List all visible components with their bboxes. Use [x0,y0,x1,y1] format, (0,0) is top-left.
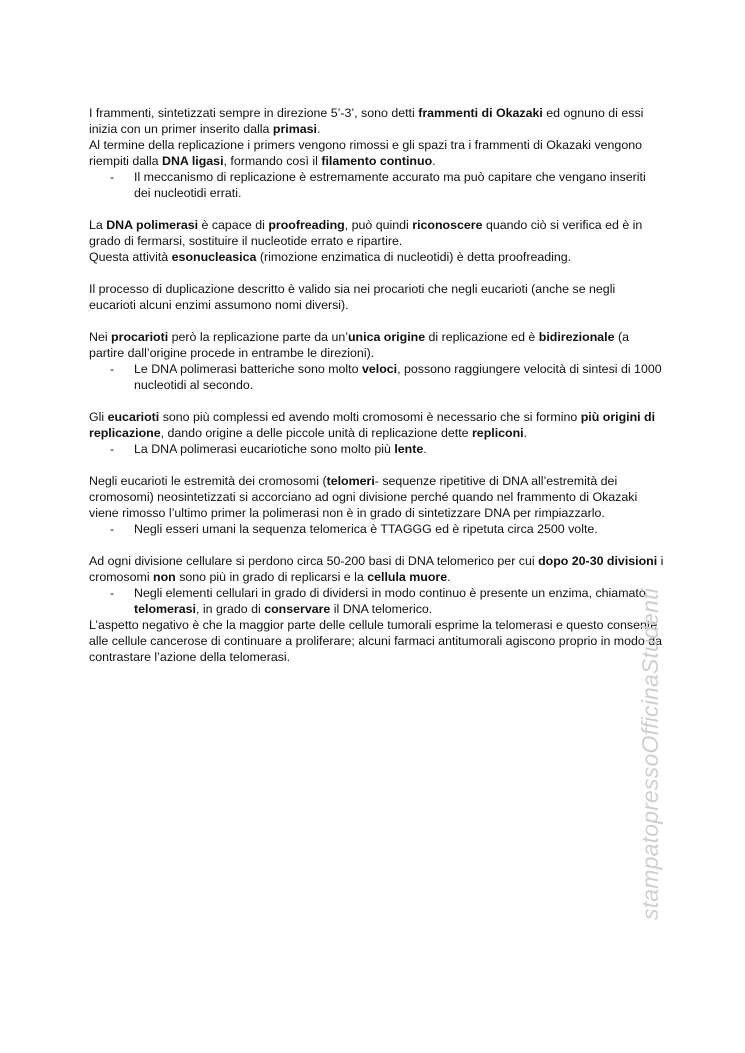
text-span: La DNA polimerasi eucariotiche sono molto più [134,442,395,456]
paragraph-divisioni [89,553,664,585]
paragraph-spacer [89,457,664,473]
text-span: . [447,570,451,584]
bold-term: non [153,570,176,584]
text-span: sono più in grado di replicarsi e la [175,570,368,584]
bullet-item-telomerasi [89,585,664,617]
bold-term: DNA ligasi [162,154,224,168]
text-span: . [523,426,528,440]
document-body [89,105,664,665]
bold-term: conservare [264,602,331,616]
text-span: Gli [89,410,108,424]
bold-term: riconoscere [412,218,483,232]
paragraph-duplicazione [89,281,664,313]
text-span: Ad ogni divisione cellulare si perdono circa 50-200 basi di DNA telomerico per cui [89,554,539,568]
bullet-dash: - [110,442,115,456]
bold-term: più origini di replicazione [89,410,656,440]
bold-term: cellula muore [367,570,448,584]
paragraph-okazaki [89,105,664,137]
text-span: , può quindi [344,218,413,232]
bold-term: dopo 20-30 divisioni [538,554,658,568]
bold-term: unica origine [347,330,426,344]
bullet-item-accuracy [89,169,664,201]
bullet-dash: - [110,170,115,184]
text-span: ed ognuno di essi inizia con un primer inserito dalla [89,106,644,136]
text-span: L’aspetto negativo è che la maggior parte delle cellule tumorali esprime la telomerasi e questo consente alle cellule cancerose di continuare a proliferare; alcuni farmaci antitumorali agiscono proprio in modo da contrastare l’azione della telomerasi. [89,618,663,664]
bold-term: filamento continuo [321,154,433,168]
bullet-dash: - [110,586,115,600]
text-span: Negli eucarioti le estremità dei cromosomi ( [89,474,327,488]
bold-term: esonucleasica [171,250,257,264]
text-span: - sequenze ripetitive di DNA all’estremità dei cromosomi) neosintetizzati si accorciano ad ogni divisione perché quando nel frammento di Okazaki viene rimosso l’ultimo primer la polimerasi non è in grado di sintetizzare DNA per rimpiazzarlo. [89,474,638,520]
text-span: Il processo di duplicazione descritto è valido sia nei procarioti che negli eucarioti (anche se negli eucarioti alcuni enzimi assumono nomi diversi). [89,282,616,312]
watermark: stampatopressoOfficinaStudenti [637,587,663,920]
text-span: Questa attività [89,250,172,264]
paragraph-spacer [89,393,664,409]
text-span: , formando così il [223,154,322,168]
bold-term: frammenti di Okazaki [418,106,543,120]
bullet-item-ttaggg [89,521,664,537]
bold-term: eucarioti [107,410,160,424]
bold-term: primasi [272,122,317,136]
text-span: (a partire dall’origine procede in entrambe le direzioni). [89,330,629,360]
text-span: quando ciò si verifica ed è in grado di fermarsi, sostituire il nucleotide errato e ripartire. [89,218,643,248]
text-span: è capace di [198,218,269,232]
text-span: però la replicazione parte da un’ [168,330,348,344]
paragraph-spacer [89,537,664,553]
paragraph-procarioti [89,329,664,361]
text-span: di replicazione ed è [425,330,539,344]
bold-term: proofreading [268,218,345,232]
bullet-item-eucariotiche [89,441,664,457]
paragraph-spacer [89,265,664,281]
text-span: i cromosomi [89,554,664,584]
paragraph-telomeri [89,473,664,521]
paragraph-ligasi [89,137,664,169]
text-span: . [423,442,427,456]
text-span: , in grado di [195,602,265,616]
text-span: Il meccanismo di replicazione è estremamente accurato ma può capitare che vengano inseriti dei nucleotidi errati. [134,170,646,200]
text-span: il DNA telomerico. [330,602,433,616]
text-span: Nei [89,330,112,344]
text-span: Le DNA polimerasi batteriche sono molto [134,362,362,376]
paragraph-esonucleasica [89,249,664,265]
text-span: sono più complessi ed avendo molti cromosomi è necessario che si formino [159,410,581,424]
paragraph-eucarioti [89,409,664,441]
text-span: . [316,122,321,136]
text-span: Negli elementi cellulari in grado di dividersi in modo continuo è presente un enzima, chiamato [134,586,646,600]
text-span: (rimozione enzimatica di nucleotidi) è detta proofreading. [256,250,572,264]
bold-term: repliconi [471,426,524,440]
bold-term: procarioti [111,330,169,344]
bullet-dash: - [110,362,115,376]
bold-term: bidirezionale [538,330,615,344]
bold-term: telomeri [326,474,375,488]
text-span: La [89,218,107,232]
paragraph-spacer [89,201,664,217]
text-span: , possono raggiungere velocità di sintesi di 1000 nucleotidi al secondo. [134,362,662,392]
text-span: , dando origine a delle piccole unità di replicazione dette [160,426,472,440]
paragraph-aspetto-negativo [89,617,664,665]
paragraph-proofreading [89,217,664,249]
bullet-dash: - [110,522,115,536]
bold-term: telomerasi [134,602,196,616]
text-span: Al termine della replicazione i primers vengono rimossi e gli spazi tra i frammenti di Okazaki vengono riempiti dalla [89,138,642,168]
text-span: Negli esseri umani la sequenza telomerica è TTAGGG ed è ripetuta circa 2500 volte. [134,522,598,536]
text-span: I frammenti, sintetizzati sempre in direzione 5’-3’, sono detti [89,106,419,120]
bold-term: veloci [361,362,398,376]
paragraph-spacer [89,313,664,329]
bullet-item-batteriche [89,361,664,393]
text-span: . [432,154,436,168]
bold-term: lente [394,442,424,456]
bold-term: DNA polimerasi [106,218,199,232]
